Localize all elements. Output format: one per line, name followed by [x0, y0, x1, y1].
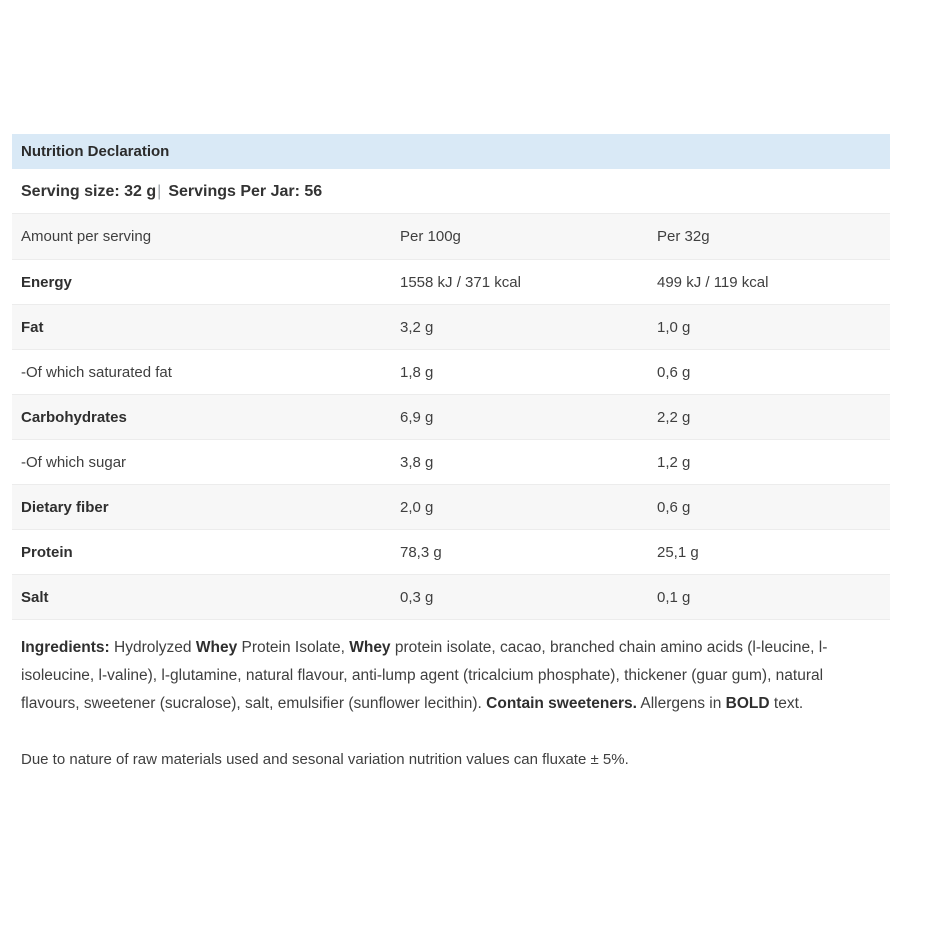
table-row-energy [12, 259, 890, 304]
ingredients-text: Ingredients: Hydrolyzed Whey Protein Isolate, Whey protein isolate, cacao, branched chain amino acids (l-leucine, l-isoleucine, l-valine), l-glutamine, natural flavour, anti-lump agent (tricalcium phosphate), thickener (guar gum), natural flavours, sweetener (sucralose), salt, emulsifier (sunflower lecithin). Contain sweeteners. Allergens in BOLD text. [21, 639, 828, 712]
table-row-protein [12, 529, 890, 574]
table-row-carbohydrates [12, 394, 890, 439]
nutrient-label: Fat [21, 318, 44, 336]
column-header-per-100g: Per 100g [400, 228, 461, 245]
per-100g-value: 78,3 g [400, 543, 442, 561]
table-row-fat [12, 304, 890, 349]
page-title: Nutrition Declaration [12, 134, 890, 169]
table-row-salt [12, 574, 890, 619]
per-100g-value: 2,0 g [400, 498, 434, 516]
nutrient-label: -Of which sugar [21, 453, 127, 471]
serving-size-text: Serving size: 32 g [21, 183, 157, 200]
per-32g-value: 499 kJ / 119 kcal [657, 273, 769, 291]
table-row-dietary-fiber [12, 484, 890, 529]
per-32g-value: 1,0 g [657, 318, 691, 336]
column-header-amount: Amount per serving [21, 228, 152, 245]
nutrient-label: Salt [21, 588, 49, 606]
per-100g-value: 1,8 g [400, 363, 434, 381]
table-row-sugar [12, 439, 890, 484]
per-100g-value: 3,2 g [400, 318, 434, 336]
per-32g-value: 0,6 g [657, 363, 691, 381]
nutrient-label: Carbohydrates [21, 408, 127, 426]
servings-per-jar-text: Servings Per Jar: 56 [168, 183, 323, 200]
column-header-per-32g: Per 32g [657, 228, 710, 245]
nutrient-label: Energy [21, 273, 72, 291]
per-100g-value: 0,3 g [400, 588, 434, 606]
nutrient-label: Dietary fiber [21, 498, 109, 516]
nutrient-label: Protein [21, 543, 73, 561]
per-32g-value: 0,6 g [657, 498, 691, 516]
table-row-saturated-fat [12, 349, 890, 394]
nutrient-label: -Of which saturated fat [21, 363, 172, 381]
disclaimer-text: Due to nature of raw materials used and sesonal variation nutrition values can fluxate ± 5%. [21, 751, 629, 768]
per-32g-value: 1,2 g [657, 453, 691, 471]
pipe-separator: | [157, 183, 162, 200]
per-32g-value: 2,2 g [657, 408, 691, 426]
per-100g-value: 6,9 g [400, 408, 434, 426]
nutrition-table [12, 213, 890, 620]
nutrition-declaration-panel [12, 134, 890, 785]
per-32g-value: 0,1 g [657, 588, 691, 606]
per-32g-value: 25,1 g [657, 543, 699, 561]
serving-info [12, 169, 890, 213]
per-100g-value: 1558 kJ / 371 kcal [400, 273, 521, 291]
table-header-row [12, 213, 890, 259]
per-100g-value: 3,8 g [400, 453, 434, 471]
